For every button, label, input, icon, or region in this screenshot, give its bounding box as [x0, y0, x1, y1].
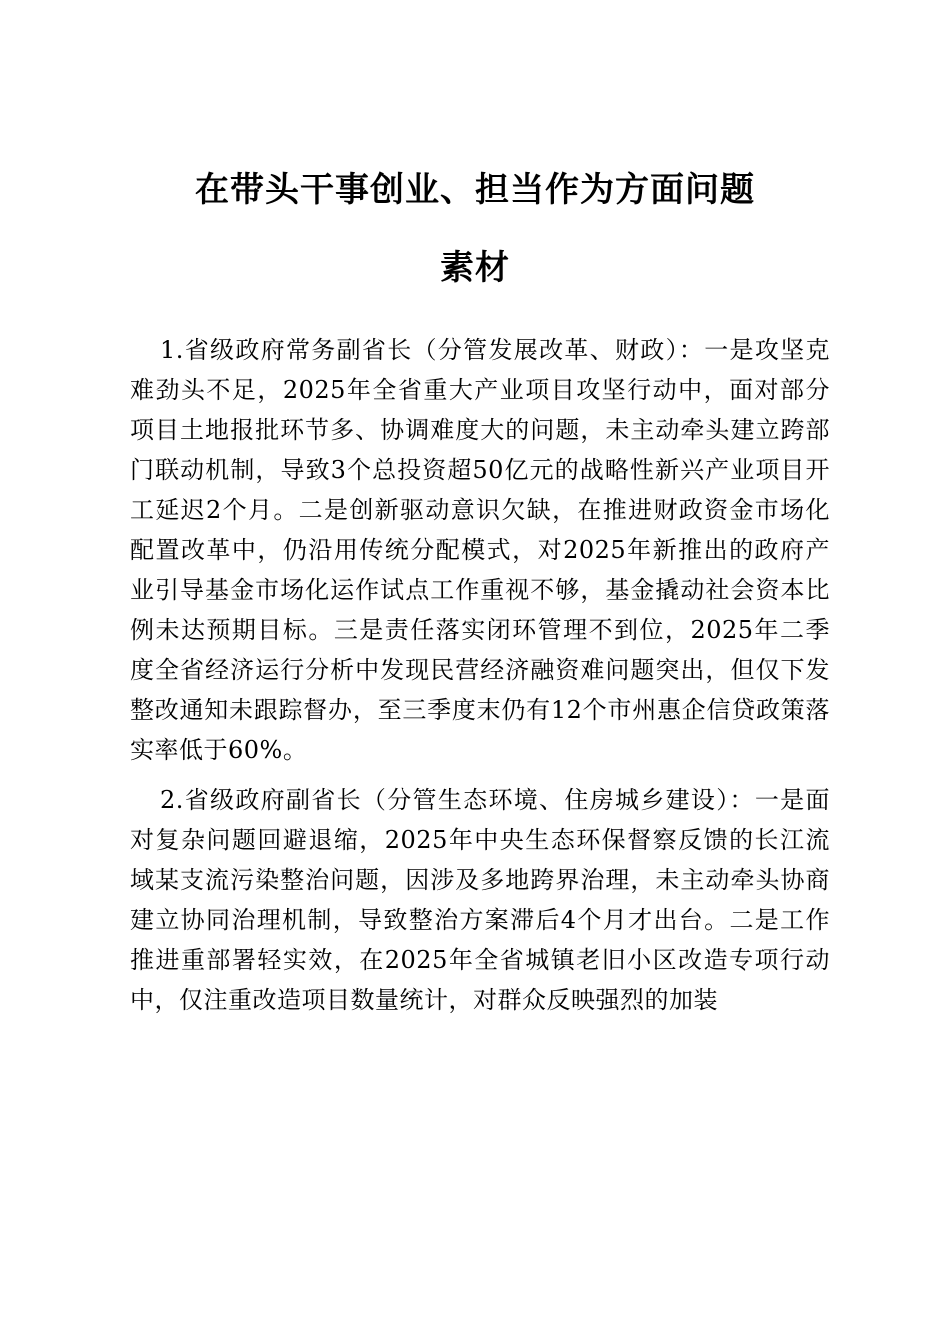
paragraph-2: 2.省级政府副省长（分管生态环境、住房城乡建设）：一是面对复杂问题回避退缩，2025年中央生态环保督察反馈的长江流域某支流污染整治问题，因涉及多地跨界治理，未主动牵头协商建立协同治理机制，导致整治方案滞后4个月才出台。二是工作推进重部署轻实效，在2025年全省城镇老旧小区改造专项行动中，仅注重改造项目数量统计，对群众反映强烈的加装 — [130, 786, 830, 1014]
document-title-line-1: 在带头干事创业、担当作为方面问题 — [195, 170, 755, 210]
paragraph-1: 1.省级政府常务副省长（分管发展改革、财政）：一是攻坚克难劲头不足，2025年全省重大产业项目攻坚行动中，面对部分项目土地报批环节多、协调难度大的问题，未主动牵头建立跨部门联动机制，导致3个总投资超50亿元的战略性新兴产业项目开工延迟2个月。二是创新驱动意识欠缺，在推进财政资金市场化配置改革中，仍沿用传统分配模式，对2025年新推出的政府产业引导基金市场化运作试点工作重视不够，基金撬动社会资本比例未达预期目标。三是责任落实闭环管理不到位，2025年二季度全省经济运行分析中发现民营经济融资难问题突出，但仅下发整改通知未跟踪督办，至三季度末仍有12个市州惠企信贷政策落实率低于60%。 — [130, 336, 830, 764]
document-title-line-2: 素材 — [440, 248, 510, 288]
document-body — [130, 330, 830, 1020]
